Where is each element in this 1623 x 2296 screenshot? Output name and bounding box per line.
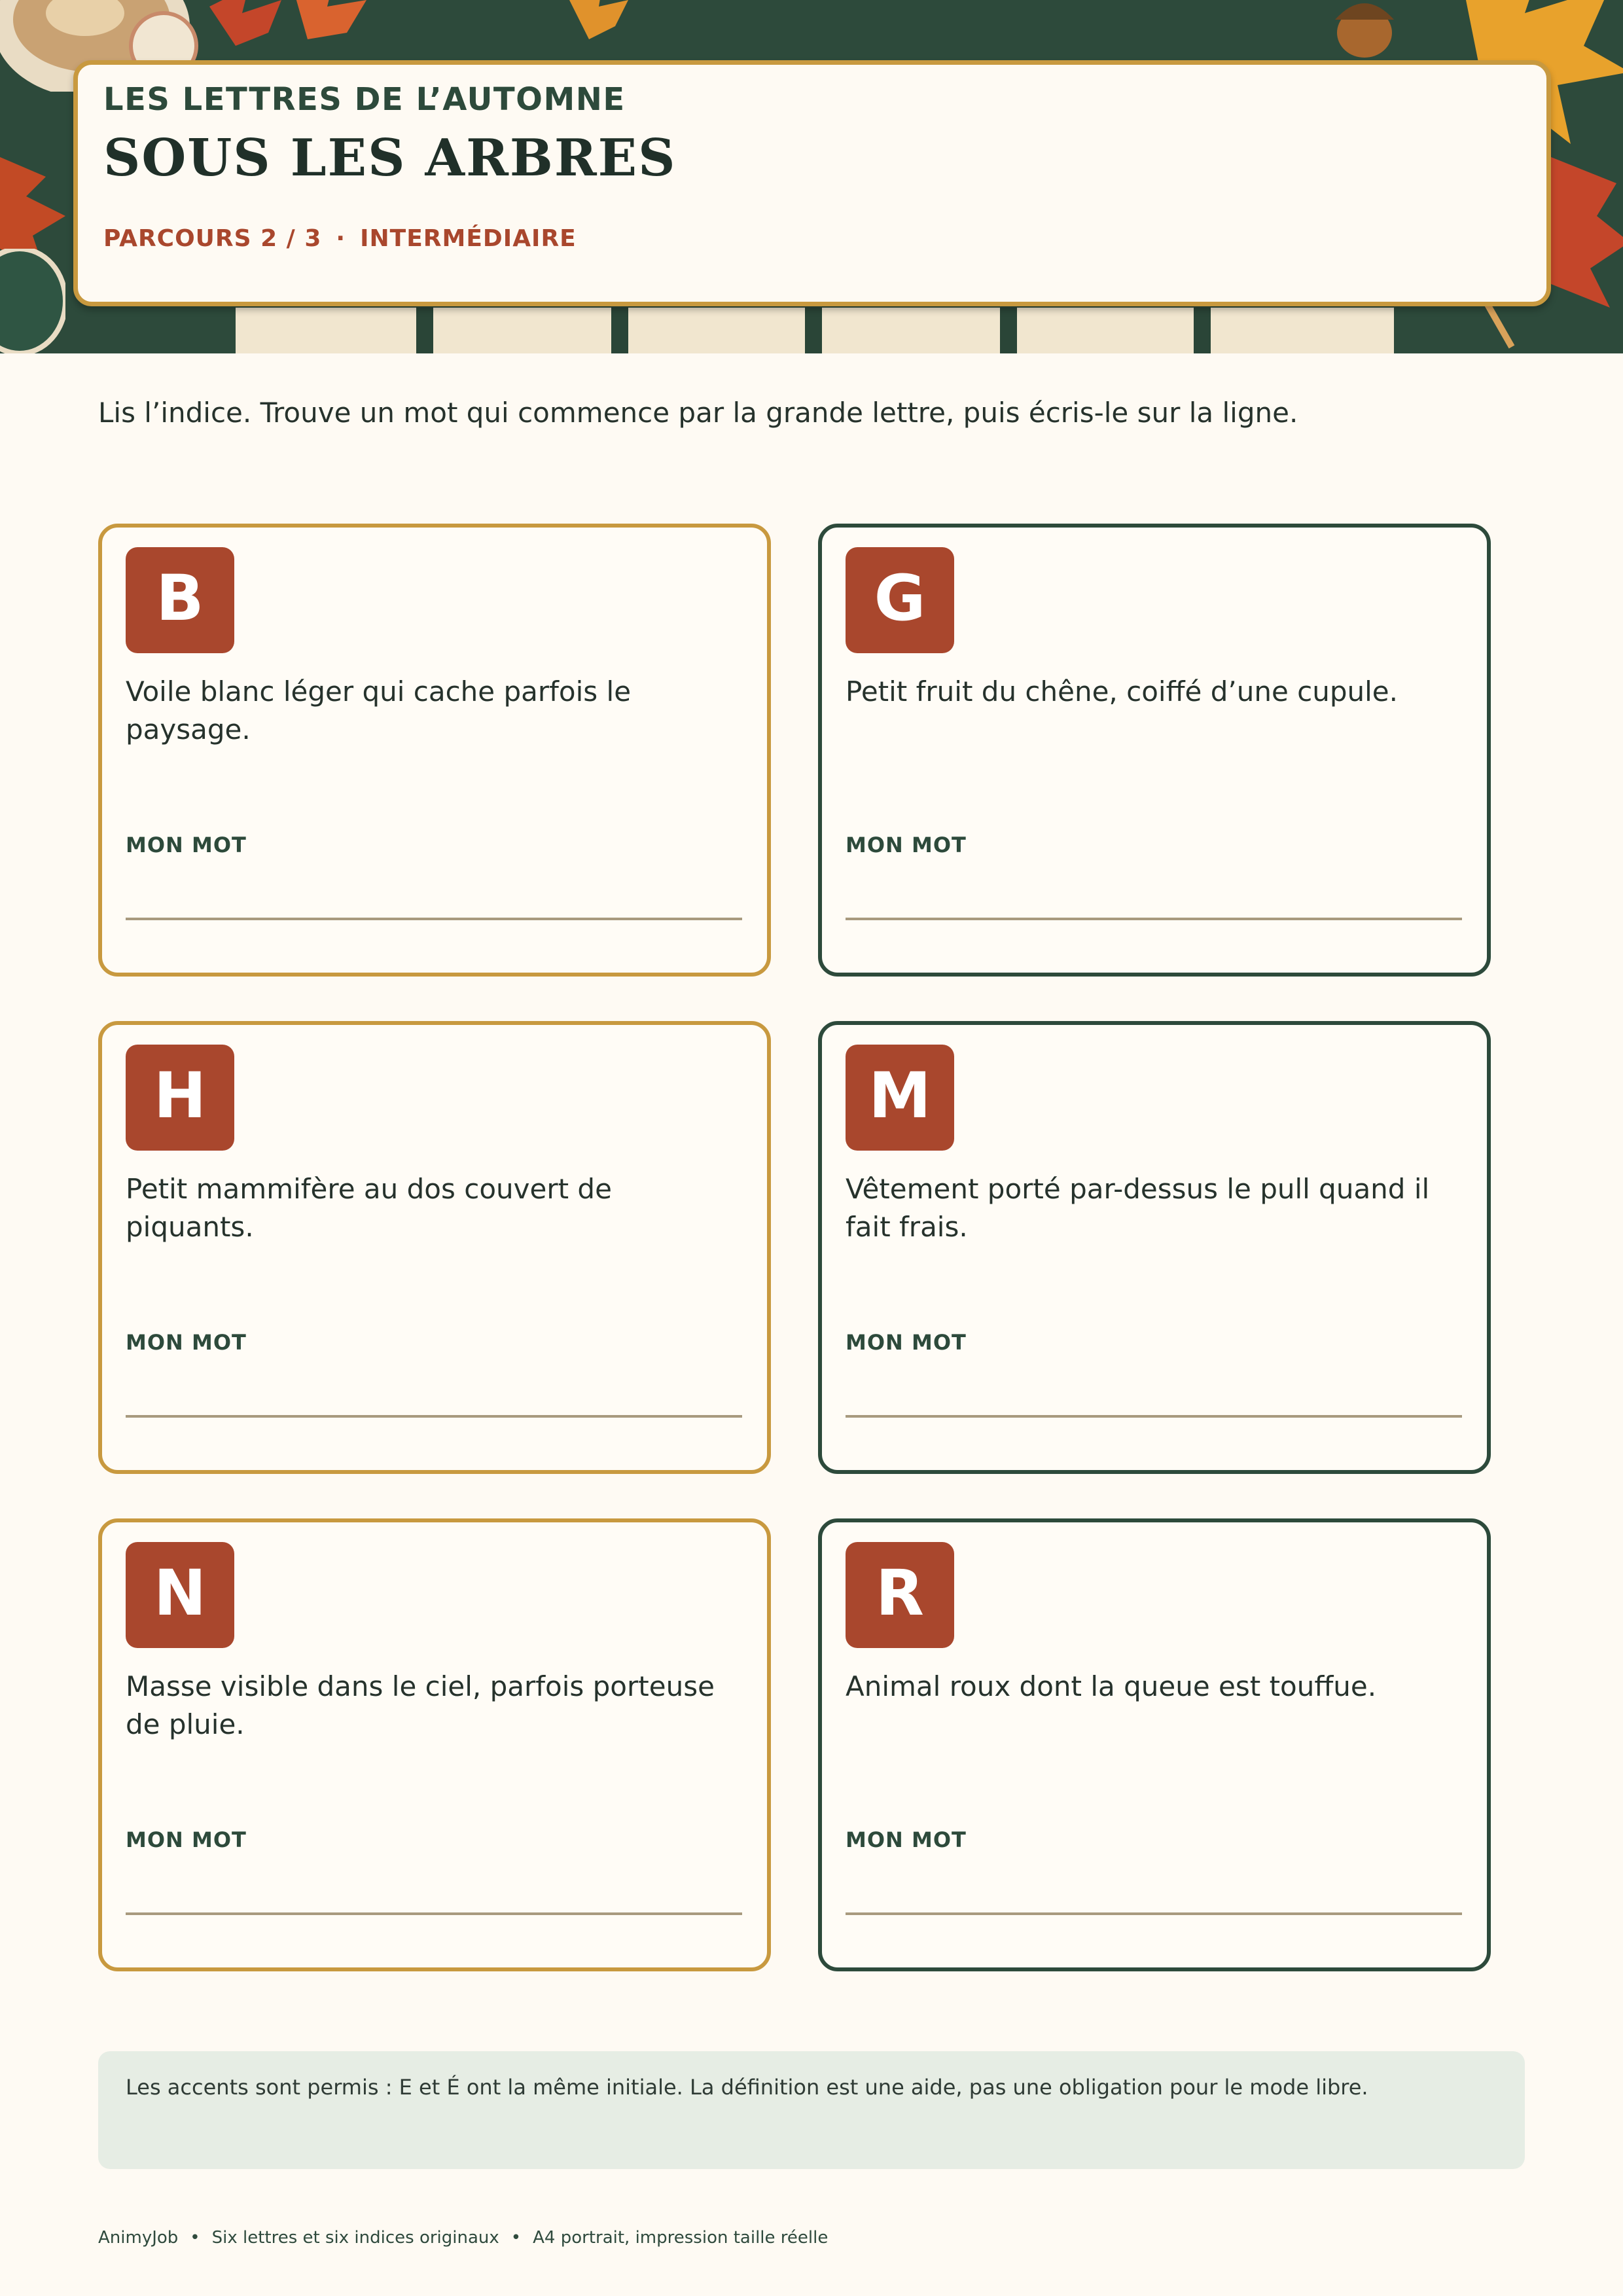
note-text: Les accents sont permis : E et É ont la même initiale. La définition est une aide, pas une obligation pour le mode libre. <box>126 2075 1368 2100</box>
separator-dot: · <box>336 225 346 252</box>
letter-badge: M <box>846 1045 954 1151</box>
clue-text: Petit fruit du chêne, coiffé d’une cupule. <box>846 675 1398 708</box>
level-label: INTERMÉDIAIRE <box>360 225 577 252</box>
answer-line[interactable] <box>126 918 742 920</box>
letter-card <box>818 1518 1491 1971</box>
table-slat <box>805 308 822 353</box>
table-slat <box>1000 308 1017 353</box>
answer-label: MON MOT <box>846 1827 967 1852</box>
answer-line[interactable] <box>126 1415 742 1418</box>
letter-badge: B <box>126 547 234 653</box>
page-title: SOUS LES ARBRES <box>103 128 677 188</box>
answer-label: MON MOT <box>126 1827 247 1852</box>
table-slat <box>416 308 433 353</box>
maple-leaf-icon <box>196 0 393 59</box>
footer-format: A4 portrait, impression taille réelle <box>533 2228 829 2248</box>
answer-label: MON MOT <box>126 833 247 857</box>
answer-line[interactable] <box>846 1415 1462 1418</box>
footer-brand: AnimyJob <box>98 2228 179 2248</box>
answer-line[interactable] <box>846 918 1462 920</box>
answer-label: MON MOT <box>846 833 967 857</box>
page-kicker: LES LETTRES DE L’AUTOMNE <box>103 81 626 118</box>
letter-card <box>98 1021 771 1474</box>
clue-text: Petit mammifère au dos couvert de piquants. <box>126 1173 612 1243</box>
table-slat <box>1194 308 1211 353</box>
letter-badge: N <box>126 1542 234 1648</box>
letter-badge: H <box>126 1045 234 1151</box>
note-box <box>98 2051 1525 2169</box>
acorn-icon <box>1322 0 1407 59</box>
answer-label: MON MOT <box>846 1330 967 1355</box>
letter-badge: R <box>846 1542 954 1648</box>
maple-leaf-icon <box>563 0 668 46</box>
clue-text: Masse visible dans le ciel, parfois porteuse de pluie. <box>126 1670 715 1740</box>
letter-card <box>98 1518 771 1971</box>
footer-description: Six lettres et six indices originaux <box>211 2228 499 2248</box>
clue-text: Vêtement porté par-dessus le pull quand il fait frais. <box>846 1173 1430 1243</box>
cup-green-icon <box>0 249 65 353</box>
footer <box>98 2228 828 2248</box>
letter-card <box>818 1021 1491 1474</box>
answer-label: MON MOT <box>126 1330 247 1355</box>
course-progress: PARCOURS 2 / 3 <box>103 225 322 252</box>
table-slat <box>611 308 628 353</box>
clue-text: Voile blanc léger qui cache parfois le paysage. <box>126 675 632 745</box>
footer-separator: • <box>190 2228 200 2248</box>
answer-line[interactable] <box>126 1912 742 1915</box>
answer-line[interactable] <box>846 1912 1462 1915</box>
letter-card <box>818 524 1491 977</box>
letter-card <box>98 524 771 977</box>
letter-badge: G <box>846 547 954 653</box>
instructions-text: Lis l’indice. Trouve un mot qui commence par la grande lettre, puis écris-le sur la ligne. <box>98 397 1298 429</box>
course-info <box>103 225 577 252</box>
clue-text: Animal roux dont la queue est touffue. <box>846 1670 1377 1702</box>
footer-separator: • <box>510 2228 522 2248</box>
